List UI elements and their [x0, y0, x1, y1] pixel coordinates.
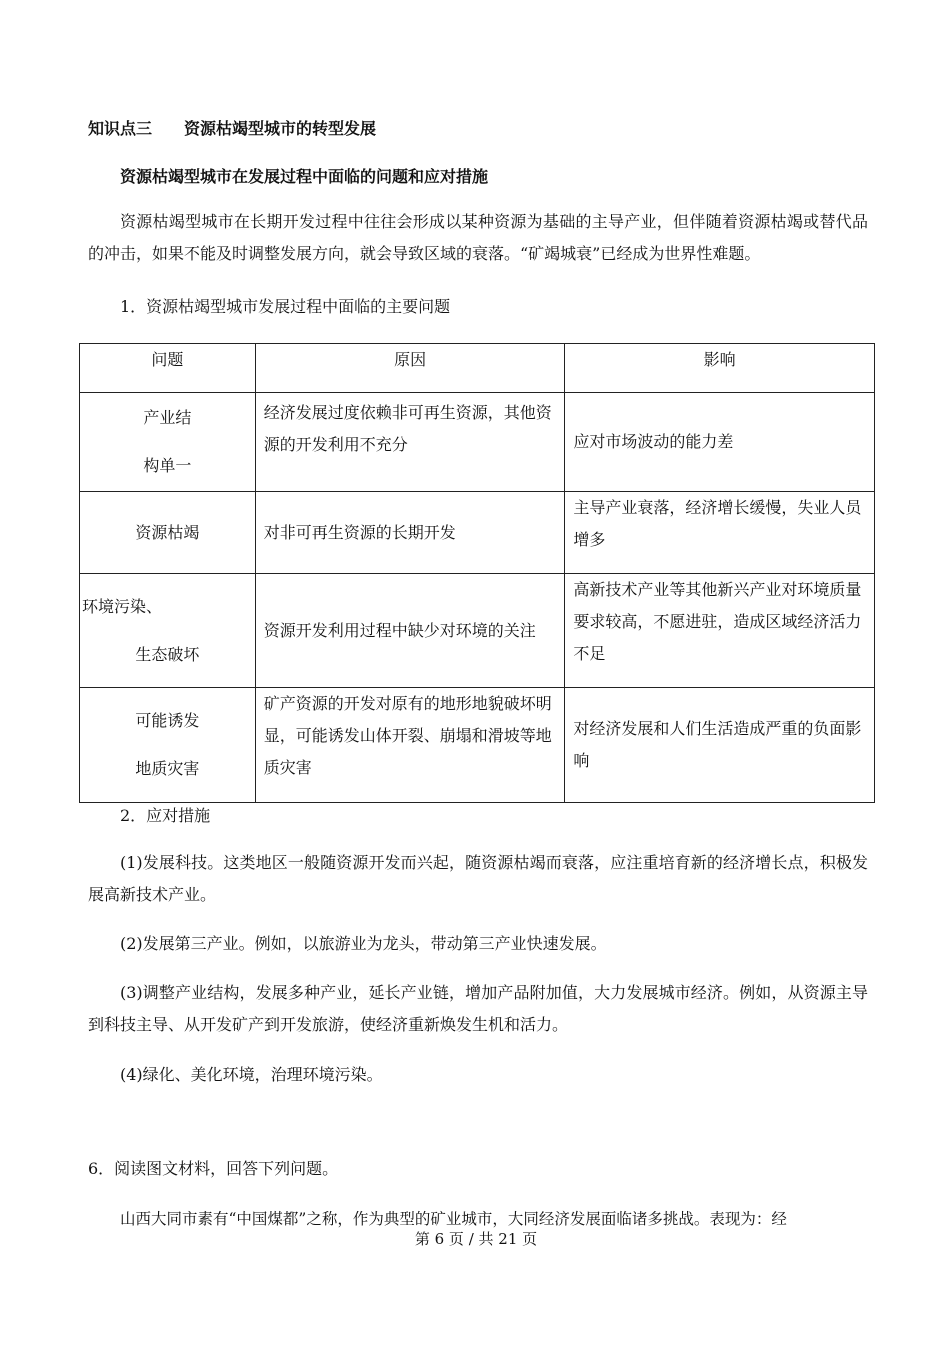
table-row	[80, 393, 875, 492]
header-problem: 问题	[80, 344, 256, 393]
table-row	[80, 688, 875, 803]
point1-title: 1．资源枯竭型城市发展过程中面临的主要问题	[120, 297, 451, 316]
table-header-row	[80, 344, 875, 393]
cause-cell: 矿产资源的开发对原有的地形地貌破坏明显，可能诱发山体开裂、崩塌和滑坡等地质灾害	[255, 688, 565, 803]
table-row	[80, 492, 875, 574]
header-effect: 影响	[565, 344, 875, 393]
problem-cell: 环境污染、 生态破坏	[80, 574, 256, 688]
measure-1: (1)发展科技。这类地区一般随资源开发而兴起，随资源枯竭而衰落，应注重培育新的经济增长点，积极发展高新技术产业。	[88, 853, 868, 904]
problem-cell: 可能诱发 地质灾害	[80, 688, 256, 803]
problem-cell: 产业结 构单一	[80, 393, 256, 492]
cause-cell: 经济发展过度依赖非可再生资源，其他资源的开发利用不充分	[255, 393, 565, 492]
effect-cell: 高新技术产业等其他新兴产业对环境质量要求较高，不愿进驻，造成区域经济活力不足	[565, 574, 875, 688]
problems-table	[79, 343, 875, 803]
cause-cell: 资源开发利用过程中缺少对环境的关注	[255, 574, 565, 688]
cause-cell: 对非可再生资源的长期开发	[255, 492, 565, 574]
measure-2: (2)发展第三产业。例如，以旅游业为龙头，带动第三产业快速发展。	[120, 934, 607, 953]
page-footer: 第 6 页 / 共 21 页	[414, 1230, 538, 1248]
subheading: 资源枯竭型城市在发展过程中面临的问题和应对措施	[120, 167, 489, 186]
section-title: 知识点三 资源枯竭型城市的转型发展	[88, 119, 377, 138]
header-cause: 原因	[255, 344, 565, 393]
measure-3: (3)调整产业结构，发展多种产业，延长产业链，增加产品附加值，大力发展城市经济。例如，从资源主导到科技主导、从开发矿产到开发旅游，使经济重新焕发生机和活力。	[88, 983, 868, 1034]
effect-cell: 对经济发展和人们生活造成严重的负面影响	[565, 688, 875, 803]
effect-cell: 应对市场波动的能力差	[565, 393, 875, 492]
problem-cell: 资源枯竭	[80, 492, 256, 574]
intro-paragraph: 资源枯竭型城市在长期开发过程中往往会形成以某种资源为基础的主导产业，但伴随着资源枯竭或替代品的冲击，如果不能及时调整发展方向，就会导致区域的衰落。“矿竭城衰”已经成为世界性难题。	[88, 212, 868, 263]
table-row	[80, 574, 875, 688]
question-6: 6．阅读图文材料，回答下列问题。	[88, 1159, 339, 1178]
point2-title: 2．应对措施	[120, 806, 211, 825]
measure-4: (4)绿化、美化环境，治理环境污染。	[120, 1065, 383, 1084]
material-text: 山西大同市素有“中国煤都”之称，作为典型的矿业城市，大同经济发展面临诸多挑战。表现为：经	[120, 1210, 787, 1228]
effect-cell: 主导产业衰落，经济增长缓慢，失业人员增多	[565, 492, 875, 574]
